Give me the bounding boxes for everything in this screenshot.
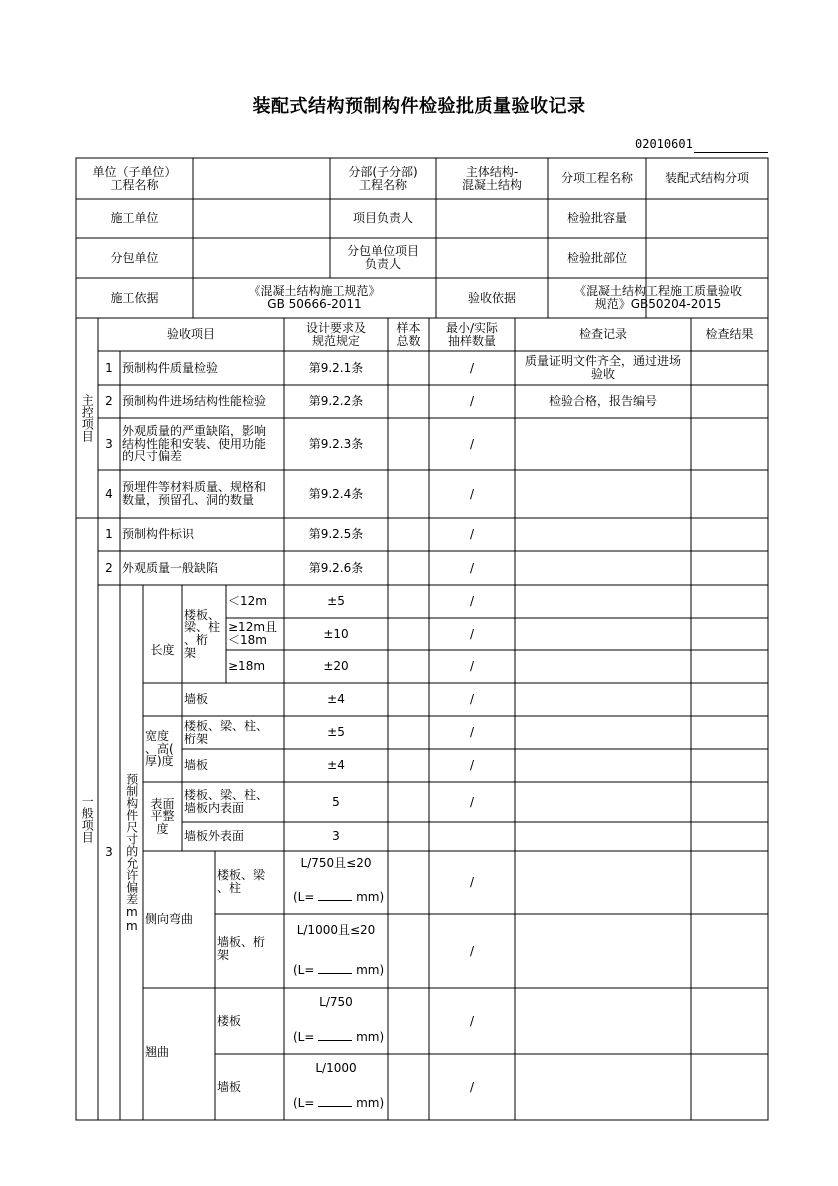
sub-pm-label: 分包单位项目 负责人	[346, 244, 419, 271]
val-3: 3	[332, 829, 340, 844]
tol-5: ±5	[327, 594, 345, 609]
tol-4: ±4	[327, 692, 345, 707]
bend-beam-spec: L/750且≤20	[300, 855, 372, 870]
val-5: 5	[332, 794, 340, 809]
form-code: 02010601	[635, 137, 693, 151]
general-item-min: /	[469, 527, 475, 542]
bend-wall-length-field[interactable]	[293, 963, 384, 977]
main-item-spec: 第9.2.3条	[308, 436, 364, 451]
main-item-min: /	[469, 486, 475, 501]
tol-10: ±10	[323, 626, 349, 641]
batch-capacity-value[interactable]	[646, 199, 768, 238]
warp-wall-label: 墙板	[217, 1079, 242, 1094]
warp-label: 翘曲	[145, 1045, 170, 1059]
tol-5: ±5	[327, 725, 345, 740]
warp-slab-length-field[interactable]	[293, 1030, 384, 1044]
subpart-label: 分部(子分部) 工程名称	[348, 164, 418, 192]
l-prefix: (L=	[293, 1030, 315, 1044]
general-item-min: /	[469, 560, 475, 575]
main-item-no: 1	[105, 360, 113, 375]
dev-group-label: 预制构件尺寸的允许偏差mm	[124, 772, 139, 933]
main-item-name: 预制构件进场结构性能检验	[122, 394, 267, 409]
min-slash: /	[469, 758, 475, 773]
general-item-spec: 第9.2.5条	[308, 527, 364, 542]
length-12-18: ≥12m且 ＜18m	[228, 620, 278, 647]
col-result: 检查结果	[705, 327, 754, 342]
l-prefix: (L=	[293, 1096, 315, 1110]
bend-wall-spec: L/1000且≤20	[296, 922, 376, 937]
warp-wall-length-field[interactable]	[293, 1096, 384, 1110]
batch-location-label: 检验批部位	[566, 250, 627, 265]
min-slash: /	[469, 725, 475, 740]
main-item-record: 检验合格，报告编号	[548, 394, 657, 409]
warp-slab-label: 楼板	[217, 1013, 242, 1028]
sub-pm-value[interactable]	[436, 238, 548, 278]
general-item-no: 1	[105, 527, 113, 542]
bend-beam-length-field[interactable]	[293, 890, 384, 904]
col-record: 检查记录	[578, 327, 627, 342]
l-prefix: (L=	[293, 890, 315, 904]
min-slash: /	[469, 794, 475, 809]
main-item-no: 2	[105, 394, 113, 409]
unit-name-label: 单位（子单位） 工程名称	[92, 164, 177, 192]
width-beam-label: 楼板、梁、柱、 桁架	[184, 718, 269, 746]
l-suffix: mm)	[356, 963, 385, 977]
min-slash: /	[469, 594, 475, 609]
main-item-min: /	[469, 360, 475, 375]
general-items-label: 一般项目	[80, 795, 95, 843]
l-input-line[interactable]	[318, 1030, 352, 1041]
constructor-label: 施工单位	[110, 211, 159, 226]
acceptance-basis-label: 验收依据	[467, 290, 516, 305]
main-item-no: 3	[105, 436, 113, 451]
unit-name-value[interactable]	[193, 158, 330, 199]
width-label: 宽度 、高( 厚)度	[145, 729, 174, 769]
l-suffix: mm)	[356, 1030, 385, 1044]
project-manager-label: 项目负责人	[352, 211, 413, 226]
col-item: 验收项目	[166, 327, 215, 342]
min-slash: /	[469, 875, 475, 890]
main-item-name: 外观质量的严重缺陷，影响 结构性能和安装、使用功能 的尺寸偏差	[122, 424, 267, 464]
dev-item-no: 3	[105, 845, 113, 860]
l-input-line[interactable]	[318, 963, 352, 974]
general-item-name: 外观质量一般缺陷	[122, 560, 219, 575]
construction-basis-label: 施工依据	[110, 290, 159, 305]
warp-wall-spec: L/1000	[315, 1060, 357, 1075]
l-input-line[interactable]	[318, 1096, 352, 1107]
col-min: 最小/实际 抽样数量	[445, 320, 499, 348]
min-slash: /	[469, 659, 475, 674]
batch-location-value[interactable]	[646, 238, 768, 278]
project-manager-value[interactable]	[436, 199, 548, 238]
main-item-name: 预制构件质量检验	[122, 360, 219, 375]
general-item-spec: 第9.2.6条	[308, 560, 364, 575]
col-design: 设计要求及 规范规定	[305, 320, 366, 348]
l-prefix: (L=	[293, 963, 315, 977]
surface-outer-label: 墙板外表面	[184, 829, 245, 844]
warp-slab-spec: L/750	[319, 994, 353, 1009]
main-item-min: /	[469, 394, 475, 409]
constructor-value[interactable]	[193, 199, 330, 238]
min-slash: /	[469, 1079, 475, 1094]
min-slash: /	[469, 626, 475, 641]
surface-label: 表面 平整 度	[150, 796, 175, 836]
main-item-record: 质量证明文件齐全，通过进场 验收	[524, 354, 681, 381]
length-beam-label: 楼板、 梁、柱 、桁 架	[184, 607, 221, 660]
acceptance-basis-value: 《混凝土结构工程施工质量验收 规范》GB50204-2015	[573, 284, 742, 311]
min-slash: /	[469, 692, 475, 707]
tol-4: ±4	[327, 758, 345, 773]
construction-basis-value: 《混凝土结构施工规范》 GB 50666-2011	[248, 284, 381, 311]
bend-beam-label: 楼板、梁 、柱	[217, 868, 266, 895]
general-item-name: 预制构件标识	[122, 527, 195, 542]
col-sample: 样本 总数	[396, 320, 421, 348]
l-input-line[interactable]	[318, 890, 352, 901]
main-item-min: /	[469, 436, 475, 451]
length-lt12: ＜12m	[228, 594, 267, 609]
length-ge18: ≥18m	[228, 659, 266, 674]
item-name-label: 分项工程名称	[560, 171, 633, 186]
main-item-spec: 第9.2.4条	[308, 486, 364, 501]
width-wall-label: 墙板	[184, 758, 209, 773]
main-item-spec: 第9.2.2条	[308, 394, 364, 409]
subpart-value: 主体结构- 混凝土结构	[461, 164, 522, 192]
min-slash: /	[469, 943, 475, 958]
min-slash: /	[469, 1013, 475, 1028]
l-suffix: mm)	[356, 890, 385, 904]
surface-inner-label: 楼板、梁、柱、 墙板内表面	[184, 788, 269, 815]
l-suffix: mm)	[356, 1096, 385, 1110]
bend-wall-label: 墙板、桁 架	[217, 935, 266, 962]
bend-label: 侧向弯曲	[145, 912, 194, 927]
batch-capacity-label: 检验批容量	[566, 211, 627, 226]
length-wall-label: 墙板	[184, 692, 209, 707]
main-item-name: 预埋件等材料质量、规格和 数量，预留孔、洞的数量	[122, 480, 267, 507]
length-label: 长度	[150, 643, 175, 658]
page-title: 装配式结构预制构件检验批质量验收记录	[252, 96, 586, 117]
main-item-spec: 第9.2.1条	[308, 360, 364, 375]
subcontractor-label: 分包单位	[110, 250, 159, 265]
main-item-no: 4	[105, 486, 113, 501]
general-item-no: 2	[105, 560, 113, 575]
tol-20: ±20	[323, 659, 349, 674]
main-items-label: 主控项目	[80, 394, 95, 442]
subcontractor-value[interactable]	[193, 238, 330, 278]
item-name-value: 装配式结构分项	[664, 171, 749, 186]
